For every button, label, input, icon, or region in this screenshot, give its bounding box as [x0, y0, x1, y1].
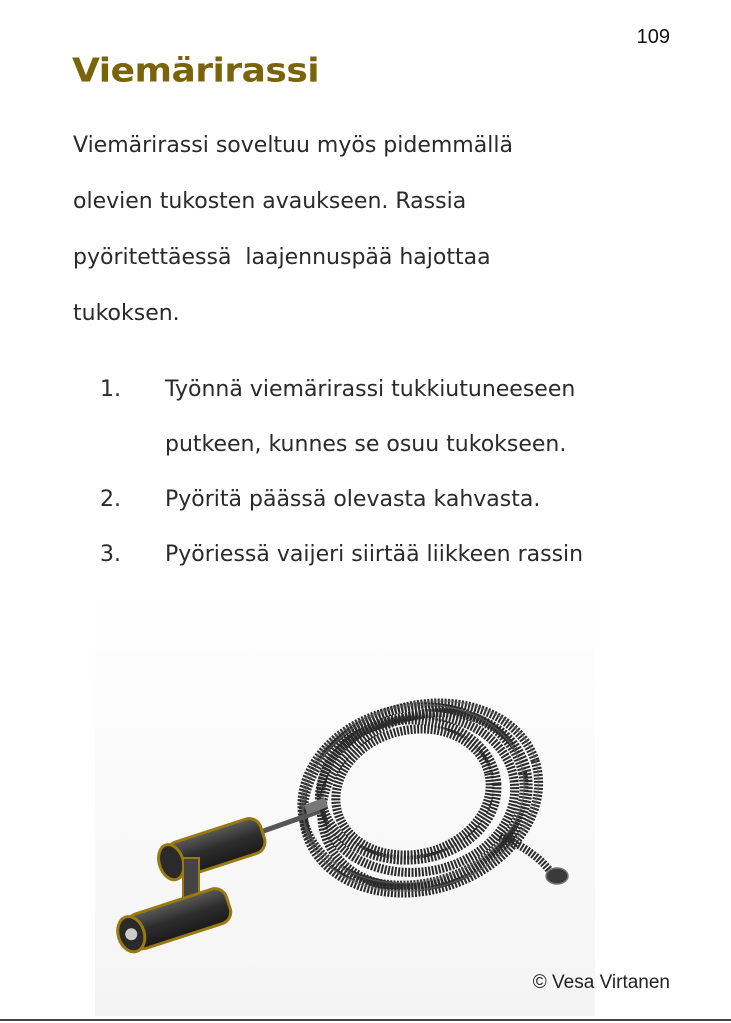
drain-snake-illustration — [95, 586, 595, 1016]
drain-snake-icon — [95, 586, 595, 1016]
intro-line: tukoksen. — [73, 301, 180, 326]
step-number: 1. — [100, 377, 121, 402]
step-number: 2. — [100, 487, 121, 512]
step-number: 3. — [100, 542, 121, 567]
intro-line: pyöritettäessä laajennuspää hajottaa — [73, 245, 491, 270]
intro-line: olevien tukosten avaukseen. Rassia — [73, 189, 467, 214]
intro-line: Viemärirassi soveltuu myös pidemmällä — [73, 133, 513, 158]
page-title: Viemärirassi — [72, 52, 320, 90]
step-line: Työnnä viemärirassi tukkiutuneeseen — [165, 377, 576, 402]
step-line: Pyöritä päässä olevasta kahvasta. — [165, 487, 541, 512]
step-line: Pyöriessä vaijeri siirtää liikkeen rassin — [165, 542, 584, 567]
intro-paragraph — [73, 118, 673, 342]
page-number: 109 — [636, 26, 670, 48]
list-item — [0, 472, 731, 527]
list-item — [0, 362, 731, 472]
bottom-divider — [0, 1019, 731, 1021]
step-line: putkeen, kunnes se osuu tukokseen. — [165, 432, 567, 457]
copyright-notice: © Vesa Virtanen — [532, 972, 670, 993]
